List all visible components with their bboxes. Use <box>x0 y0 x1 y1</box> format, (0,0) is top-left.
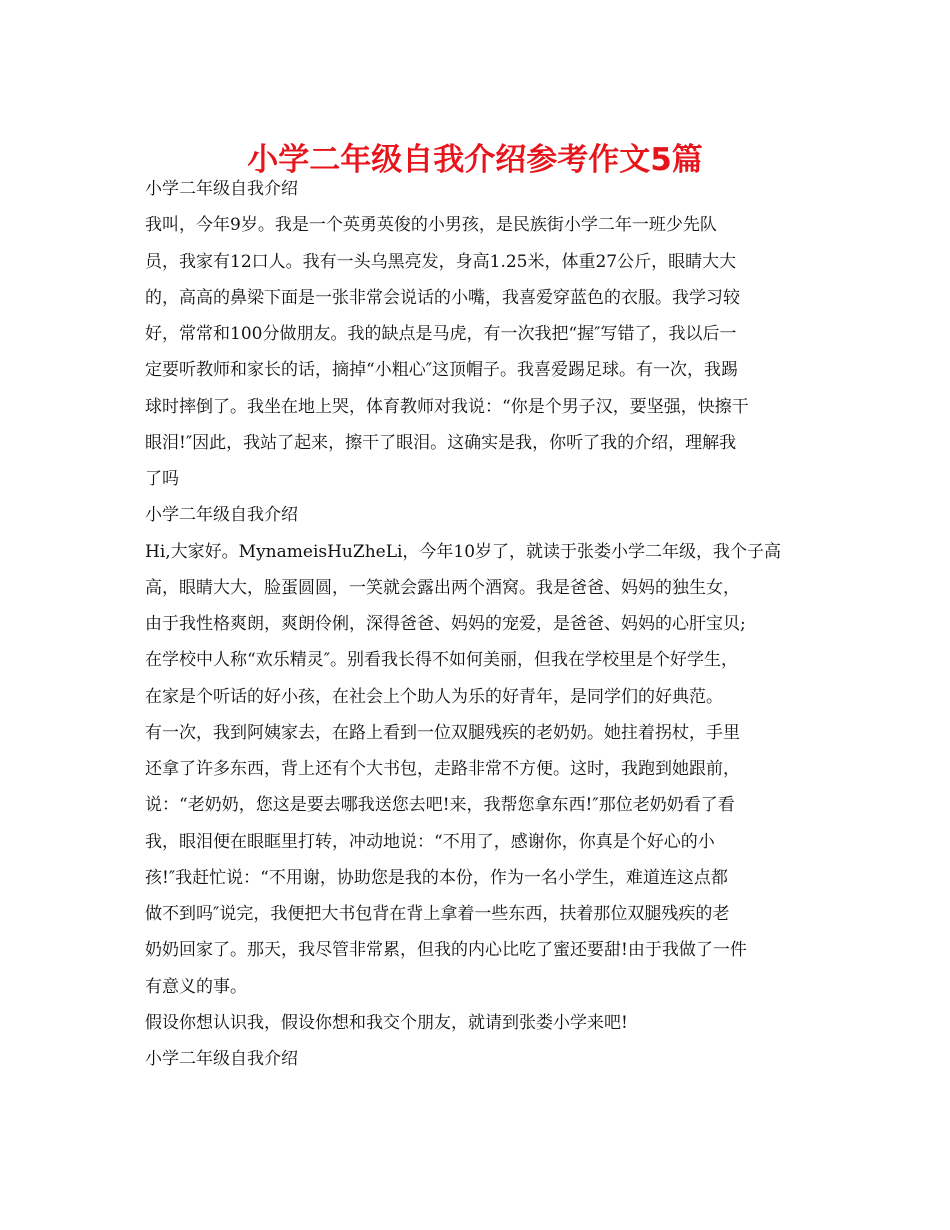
text-line: 孩!″我赶忙说：“不用谢，协助您是我的本份，作为一名小学生，难道连这点都 <box>145 867 728 888</box>
text-line: 定要听教师和家长的话，摘掉“小粗心″这顶帽子。我喜爱踢足球。有一次，我踢 <box>145 360 739 381</box>
text-line: 由于我性格爽朗，爽朗伶俐，深得爸爸、妈妈的宠爱，是爸爸、妈妈的心肝宝贝; <box>145 614 746 634</box>
text-line: Hi,大家好。MynameisHuZheLi，今年10岁了，就读于张娄小学二年级，我个子高 <box>145 541 782 562</box>
text-line: 有一次，我到阿姨家去，在路上看到一位双腿残疾的老奶奶。她拄着拐杖，手里 <box>145 722 740 743</box>
text-line: 员，我家有12口人。我有一头乌黑亮发，身高1.25米，体重27公斤，眼睛大大 <box>145 251 737 272</box>
text-line: 假设你想认识我，假设你想和我交个朋友，就请到张娄小学来吧! <box>145 1012 628 1033</box>
text-line: 做不到吗″说完，我便把大书包背在背上拿着一些东西，扶着那位双腿残疾的老 <box>145 904 730 924</box>
text-line: 眼泪!″因此，我站了起来，擦干了眼泪。这确实是我，你听了我的介绍，理解我 <box>145 432 737 453</box>
text-line: 好，常常和100分做朋友。我的缺点是马虎，有一次我把“握″写错了，我以后一 <box>145 324 737 344</box>
text-line: 在家是个听话的好小孩，在社会上个助人为乐的好青年，是同学们的好典范。 <box>145 686 723 707</box>
text-line: 在学校中人称“欢乐精灵″。别看我长得不如何美丽，但我在学校里是个好学生， <box>145 650 739 671</box>
text-line: 了吗 <box>145 469 179 489</box>
text-line: 有意义的事。 <box>145 976 247 997</box>
text-line: 高，眼睛大大，脸蛋圆圆，一笑就会露出两个酒窝。我是爸爸、妈妈的独生女， <box>145 577 740 598</box>
document-title: 小学二年级自我介绍参考作文5篇 <box>247 142 703 178</box>
text-line: 球时摔倒了。我坐在地上哭，体育教师对我说：“你是个男子汉，要坚强，快擦干 <box>145 396 749 417</box>
section-heading: 小学二年级自我介绍 <box>145 1049 298 1069</box>
text-line: 还拿了许多东西，背上还有个大书包，走路非常不方便。这时，我跑到她跟前， <box>145 759 740 779</box>
text-line: 的，高高的鼻梁下面是一张非常会说话的小嘴，我喜爱穿蓝色的衣服。我学习较 <box>145 287 740 308</box>
section-heading: 小学二年级自我介绍 <box>145 179 298 199</box>
document-body <box>145 171 815 1077</box>
text-line: 说：“老奶奶，您这是要去哪我送您去吧!来，我帮您拿东西!″那位老奶奶看了看 <box>145 795 735 816</box>
section-heading: 小学二年级自我介绍 <box>145 505 298 526</box>
text-line: 我，眼泪便在眼眶里打转，冲动地说：“不用了，感谢你，你真是个好心的小 <box>145 831 715 852</box>
text-line: 我叫，今年9岁。我是一个英勇英俊的小男孩，是民族街小学二年一班少先队 <box>145 215 717 236</box>
text-line: 奶奶回家了。那天，我尽管非常累，但我的内心比吃了蜜还要甜!由于我做了一件 <box>145 940 747 961</box>
